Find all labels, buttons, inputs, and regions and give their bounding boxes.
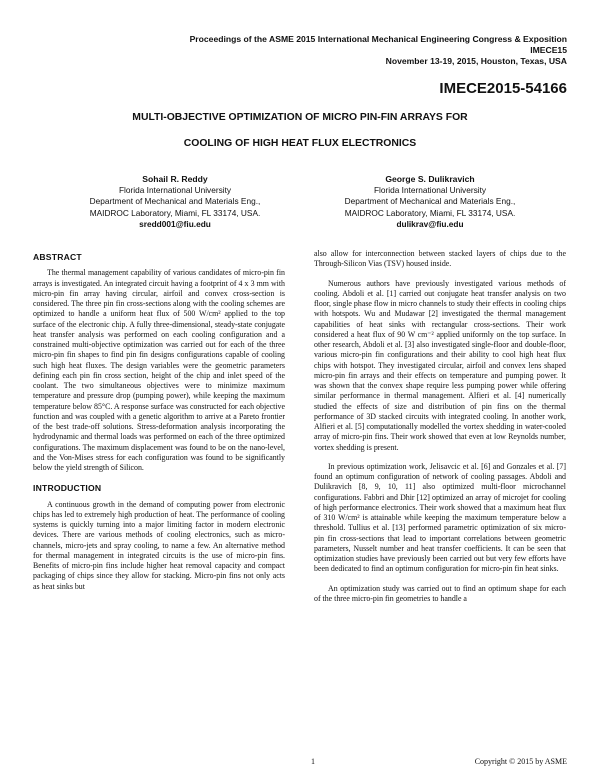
author-block-2: [315, 174, 545, 230]
conference-dates: November 13-19, 2015, Houston, Texas, USA: [385, 56, 567, 66]
paper-id: IMECE2015-54166: [439, 80, 567, 97]
author-department: Department of Mechanical and Materials Eng.,: [89, 196, 261, 207]
author-name: Sohail R. Reddy: [142, 174, 208, 184]
author-affiliation: Florida International University: [118, 185, 232, 196]
proceedings-line: Proceedings of the ASME 2015 International Mechanical Engineering Congress & Exposition: [189, 34, 567, 44]
body-paragraph: An optimization study was carried out to find an optimum shape for each of the three micro-pin fin geometries to handle a: [314, 583, 566, 603]
body-paragraph: In previous optimization work, Jelisavcic et al. [6] and Gonzales et al. [7] found an optimum configuration of network of cooling passages. Abdoli and Dulikravich [8, 9, 10, 11] also optimized multi-floor microchannel configurations. Fabbri and Dhir [12] optimized an array of microjet for cooling of high performance electronics. Their work showed that a maximum heat flux of 310 W/cm² is attainable while keeping the maximum temperature below a threshold. Tullius et al. [13] performed parametric optimization of six micro-pin fin cross-sections that lead to important correlations between geometric parameters, Nusselt number and heat transfer coefficients. It can be seen that optimization studies have previously been carried out but very few efforts have been dedicated to find an optimum configuration for micro-pin fin heat sinks.: [314, 461, 566, 574]
left-column: [33, 252, 285, 592]
author-lab: MAIDROC Laboratory, Miami, FL 33174, USA.: [89, 207, 261, 218]
author-email: dulikrav@fiu.edu: [396, 218, 464, 229]
body-paragraph: Numerous authors have previously investigated various methods of cooling. Abdoli et al. [1] carried out conjugate heat transfer analysis on two floor, single phase flow in micro channels to study their effects in cooling chips with hotspots. Wu and Mudawar [2] investigated the thermal management capabilities of heat sinks with rectangular cross-sections. Their work considered a heat flux of 90 W cm⁻² applied uniformly on the top surface. In other research, Abdoli et al. [3] also investigated single-floor and double-floor, various micro-pin fin configurations and their ability to cool high heat flux chips with hotspot. They investigated circular, airfoil and convex lens shaped micro-pin fin arrays and their effects on temperature and pumping power. It was shown that the convex shape require less pumping power while offering similar performance in thermal management. Alfieri et al. [4] numerically studied the effects of size and distribution of pin fins on the thermal performance of 3D stacked circuits with integrated cooling. In another work, Alfieri et al. [5] computationally modelled the vortex shedding in water-cooled array of micro-pin fins. Their work showed that even at low Reynolds number, vortex shedding is present.: [314, 278, 566, 452]
author-block-1: [60, 174, 290, 230]
paper-title-line-1: MULTI-OBJECTIVE OPTIMIZATION OF MICRO PIN-FIN ARRAYS FOR: [132, 112, 468, 123]
conference-code: IMECE15: [530, 45, 567, 55]
body-paragraph: also allow for interconnection between stacked layers of chips due to the Through-Silicon Vias (TSV) housed inside.: [314, 249, 566, 269]
abstract-text: The thermal management capability of various candidates of micro-pin fin arrays is investigated. An integrated circuit having a footprint of 4 x 3 mm with micro-pin fin array having circular, airfoil and convex cross-section is considered. The three pin fin cross-sections along with the cooling schemes are optimized to handle a uniform heat flux of 500 W/cm² applied to the top surface of the electronic chip. A fully three-dimensional, steady-state conjugate heat transfer analysis was performed on each cooling configuration and a constrained multi-objective optimization was carried out for each of the three micro-pin fin shapes to find pin fin designs configurations capable of cooling such high heat fluxes. The design variables were the geometric parameters defining each pin fin cross section, height of the chip and inlet speed of the coolant. The two simultaneous objectives were to minimize maximum temperature and pressure drop (pumping power), while keeping the maximum temperature below 85°C. A response surface was constructed for each objective function and was coupled with a genetic algorithm to arrive at a Pareto frontier of the best trade-off solutions. Stress-deformation analysis incorporating the hydrodynamic and thermal loads was performed on each of the three optimized configurations. The maximum displacement was found to be on the nano-level, and the Von-Mises stress for each configuration was found to be significantly below the yield strength of Silicon.: [33, 268, 285, 472]
abstract-heading: ABSTRACT: [33, 252, 82, 262]
author-department: Department of Mechanical and Materials Eng.,: [344, 196, 516, 207]
author-email: sredd001@fiu.edu: [139, 218, 211, 229]
author-affiliation: Florida International University: [373, 185, 487, 196]
page-number: 1: [311, 757, 315, 766]
right-column: [314, 249, 566, 604]
author-lab: MAIDROC Laboratory, Miami, FL 33174, USA.: [344, 207, 516, 218]
copyright-notice: Copyright © 2015 by ASME: [474, 757, 567, 766]
author-name: George S. Dulikravich: [385, 174, 475, 184]
introduction-text: A continuous growth in the demand of computing power from electronic chips has led to extremely high production of heat. The performance of cooling systems is quickly turning into a major limiting factor in modern electronic devices. There are various methods of cooling electronics, such as micro-channels, micro-jets and spray cooling, to name a few. An alternative method for thermal management in integrated circuits is the use of micro-pin fins. Benefits of micro-pin fins include higher heat removal capacity and compact packaging of chips since they allow for stacking. Micro-pin fins not only acts as heat sinks but: [33, 499, 285, 591]
introduction-heading: INTRODUCTION: [33, 483, 102, 494]
paper-title-line-2: COOLING OF HIGH HEAT FLUX ELECTRONICS: [183, 138, 417, 149]
